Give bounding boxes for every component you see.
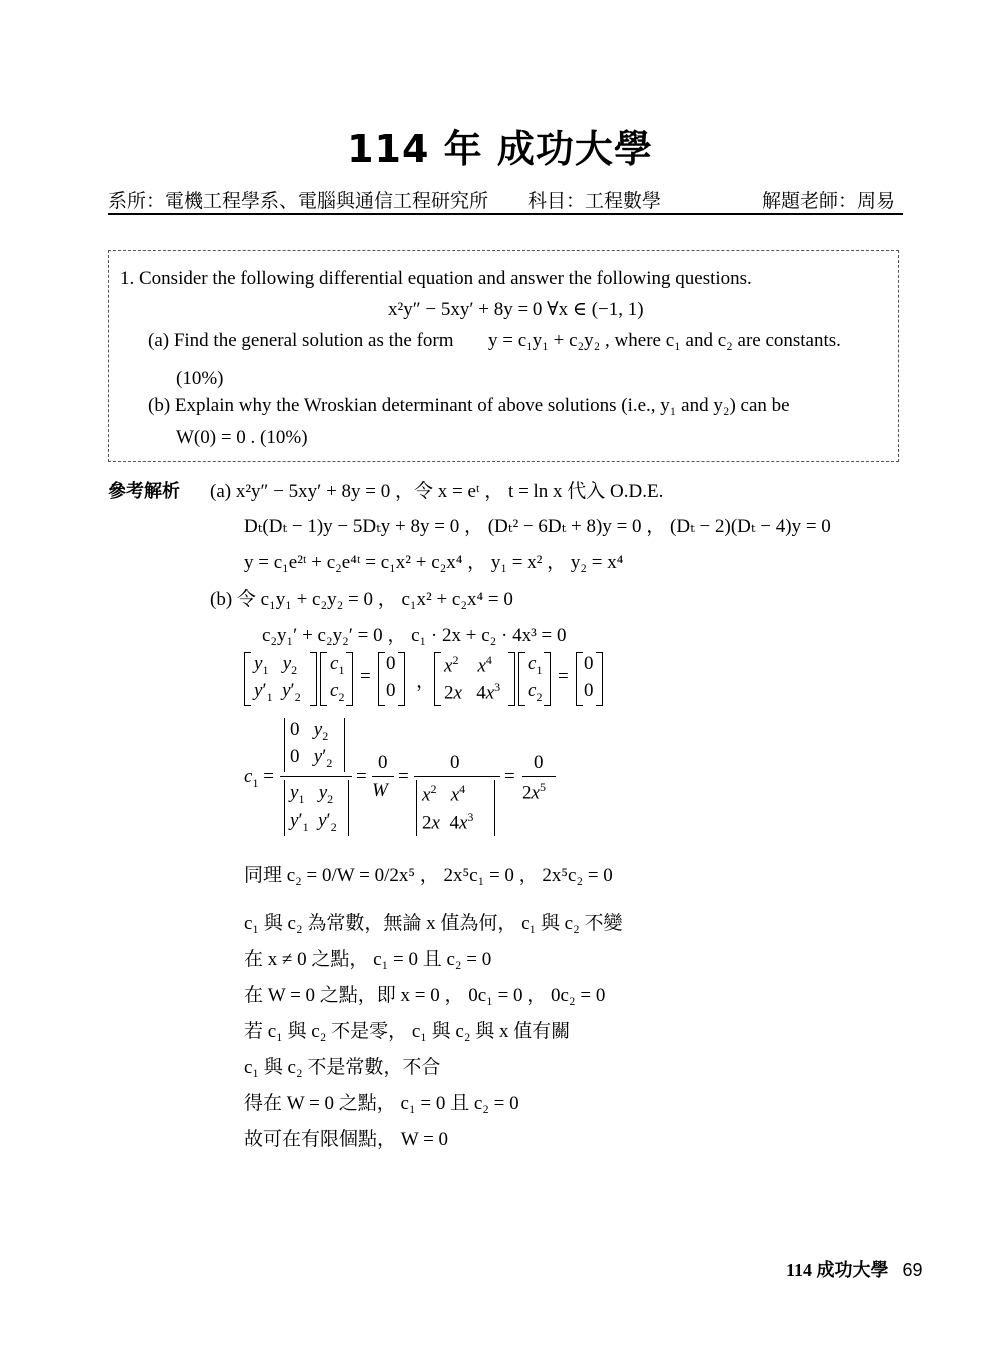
part-b-text: (b) Explain why the Wroskian determinant of above solutions (i.e., y₁ and y₂) can be [148,395,790,416]
reasoning-line-6: 得在 W = 0 之點， c₁ = 0 且 c₂ = 0 [244,1093,519,1114]
header-rule [108,213,903,215]
reasoning-line-7: 故可在有限個點， W = 0 [244,1129,449,1150]
question-intro: 1. Consider the following differential equation and answer the following questions. [120,268,752,289]
page-title: 114 年 成功大學 [347,127,653,171]
solution-label: 參考解析 [108,481,180,502]
teacher-label: 解題老師：周易 [762,190,896,212]
solution-a-line3: y = c₁e²ᵗ + c₂e⁴ᵗ = c₁x² + c₂x⁴ ， y₁ = x² ， y₂ = x⁴ [244,552,624,573]
solution-b-line2: c₂y₁′ + c₂y₂′ = 0 ， c₁ · 2x + c₂ · 4x³ = 0 [262,625,567,646]
reasoning-line-1: c₁ 與 c₂ 為常數，無論 x 值為何， c₁ 與 c₂ 不變 [244,913,623,934]
subject-label: 科目：工程數學 [528,190,662,212]
page-footer [786,1256,923,1282]
reasoning-line-4: 若 c₁ 與 c₂ 不是零， c₁ 與 c₂ 與 x 值有關 [244,1021,571,1042]
part-a-form: y = c₁y₁ + c₂y₂ , where c₁ and c₂ are constants. [488,330,841,351]
reasoning-line-2: 在 x ≠ 0 之點， c₁ = 0 且 c₂ = 0 [244,949,492,970]
solution-b-line1: (b) 令 c₁y₁ + c₂y₂ = 0 ， c₁x² + c₂x⁴ = 0 [210,589,513,610]
page-number: 69 [902,1260,923,1280]
part-b-text-2: W(0) = 0 . (10%) [176,427,308,448]
matrix-equation: $y_1$ $y_2$ $y'_1$ $y'_2$ $c_1$ $c_2$ = 0 0 ， $x^2$ $x^4$ 2x $4x^3$ $c_1$ $c_2$ = 0 0 [244,650,614,710]
same-reason-line: 同理 c₂ = 0/W = 0/2x⁵ ， 2x⁵c₁ = 0 ， 2x⁵c₂ = 0 [244,865,613,886]
part-a-points: (10%) [176,368,224,389]
reasoning-line-3: 在 W = 0 之點，即 x = 0 ， 0c₁ = 0 ， 0c₂ = 0 [244,985,606,1006]
cramer-fraction: $c_1$ = 0 $y_2$ 0 $y'_2$ $y_1$ $y_2$ $y'_1$ $y'_2$ = 0 W = 0 $x^2$ $x^4$ 2x $4x^3$ = 0 $2x^5$ [244,716,564,840]
solution-a-line1: (a) x²y″ − 5xy′ + 8y = 0 ，令 x = eᵗ ， t = ln x 代入 O.D.E. [210,481,664,502]
department-label: 系所：電機工程學系、電腦與通信工程研究所 [108,190,489,212]
footer-book-title: 114 成功大學 [786,1260,889,1280]
solution-a-line2: Dₜ(Dₜ − 1)y − 5Dₜy + 8y = 0 ， (Dₜ² − 6Dₜ + 8)y = 0 ， (Dₜ − 2)(Dₜ − 4)y = 0 [244,516,831,537]
reasoning-line-5: c₁ 與 c₂ 不是常數，不合 [244,1057,441,1078]
question-equation: x²y″ − 5xy′ + 8y = 0 ∀x ∈ (−1, 1) [388,299,644,320]
part-a-text: (a) Find the general solution as the form [148,330,454,351]
